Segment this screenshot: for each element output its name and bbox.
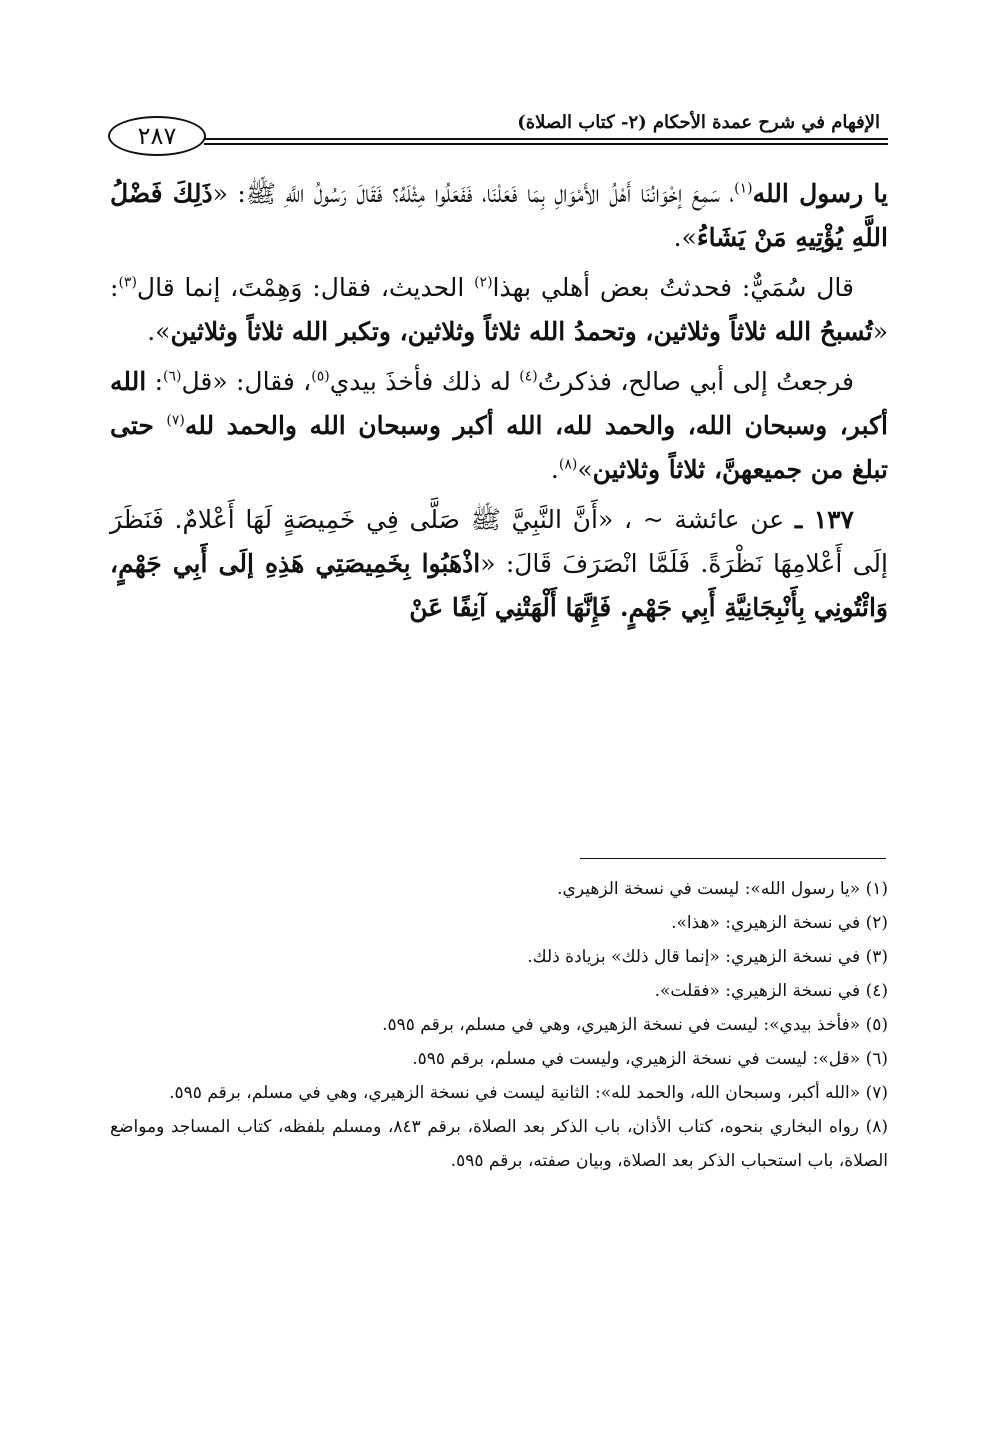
footnote-number: (٧) [865,1083,888,1103]
text-span: فَقَالَ رَسُولُ اللَّهِ ﷺ: « [212,179,383,208]
footnote-text: في نسخة الزهيري: «هذا». [671,913,861,933]
footnote-number: (٢) [865,913,888,933]
footnote-text: «فأخذ بيدي»: ليست في نسخة الزهيري، وهي في مسلم، برقم ٥٩٥. [382,1015,861,1035]
footnote-ref-1[interactable]: (١) [734,180,753,197]
text-span: له ذلك فأخذَ بيدي [329,367,520,396]
footnote-ref-5[interactable]: (٥) [311,368,330,385]
prophet-quote: ذَلِكَ فَضْلُ اللَّهِ يُؤْتِيهِ مَنْ يَشَاءُ [110,179,888,252]
footnote-ref-2[interactable]: (٢) [474,274,493,291]
footnote [110,872,888,906]
footnote-ref-7[interactable]: (٧) [166,412,185,429]
footnotes [110,872,888,1178]
page-number: ٢٨٧ [108,116,206,156]
footnote [110,940,888,974]
footnote-ref-3[interactable]: (٣) [118,274,137,291]
text-span: يا رسول الله [752,179,888,208]
footnote-text: في نسخة الزهيري: «إنما قال ذلك» بزيادة ذلك. [527,947,861,967]
footnote-ref-4[interactable]: (٤) [519,368,538,385]
footnote-number: (١) [865,879,888,899]
footnote-number: (٨) [865,1117,888,1137]
text-span: » [577,455,593,484]
footnote-ref-6[interactable]: (٦) [163,368,182,385]
footnote-number: (٤) [865,981,888,1001]
header-rule-bottom [204,143,888,145]
footnote [110,1042,888,1076]
dhikr-text: الله أكبر، وسبحان الله، والحمد لله، الله أكبر وسبحان الله والحمد لله [110,367,888,440]
text-span: عن عائشة ~ ، «أَنَّ النَّبِيَّ ﷺ صَلَّى فِي خَمِيصَةٍ لَهَا أَعْلامٌ. فَنَظَرَ إلَى أَعْلامِهَا نَظْرَةً. فَلَمَّا انْصَرَفَ قَالَ: « [110,505,888,578]
header-rule-top [204,138,888,140]
text-span: : [146,367,164,396]
text-span: فرجعتُ إلى أبي صالح، فذكرتُ [537,367,854,396]
text-span: الحديث، فقال: وَهِمْتَ، إنما قال [136,273,475,302]
text-span: ». [147,317,171,346]
text-span: . [550,455,559,484]
paragraph-3 [110,360,888,492]
prophet-quote: اذْهَبُوا بِخَمِيصَتِي هَذِهِ إلَى أَبِي جَهْمٍ، وَائْتُونِي بِأَنْبِجَانِيَّةِ أَبِي جَهْمٍ. فَإِنَّهَا أَلْهَتْنِي آنِفًا عَنْ [110,549,888,622]
footnote-ref-8[interactable]: (٨) [558,456,578,473]
text-span: : « [110,273,888,346]
footnote-text: في نسخة الزهيري: «فقلت». [654,981,861,1001]
text-span: قال سُمَيٌّ: فحدثتُ بعض أهلي بهذا [492,273,854,302]
page-header [108,112,888,158]
footnote [110,974,888,1008]
main-text [110,172,888,636]
paragraph-4 [110,498,888,630]
footnote-text: رواه البخاري بنحوه، كتاب الأذان، باب الذكر بعد الصلاة، برقم ٨٤٣، ومسلم بلفظه، كتاب المساجد ومواضع الصلاة، باب استحباب الذكر بعد الصلاة، وبيان صفته، برقم ٥٩٥. [110,1117,888,1171]
text-span: ». [673,223,697,252]
text-span: ، فقال: «قل [181,367,312,396]
footnote [110,1110,888,1178]
footnote-number: (٣) [865,947,888,967]
dhikr-text: تُسبحُ الله ثلاثاً وثلاثين، وتحمدُ الله ثلاثاً وثلاثين، وتكبر الله ثلاثاً وثلاثين [170,317,873,346]
hadith-number: ١٣٧ ـ [794,505,854,534]
paragraph-1 [110,172,888,260]
footnote-divider [580,858,886,859]
footnote-text: «يا رسول الله»: ليست في نسخة الزهيري. [557,879,861,899]
footnote [110,1076,888,1110]
footnote-number: (٥) [865,1015,888,1035]
dhikr-text: حتى تبلغ من جميعهنَّ، ثلاثاً وثلاثين [110,411,888,484]
footnote-text: «قل»: ليست في نسخة الزهيري، وليست في مسلم، برقم ٥٩٥. [412,1049,861,1069]
footnote-text: «الله أكبر، وسبحان الله، والحمد لله»: الثانية ليست في نسخة الزهيري، وهي في مسلم، برقم ٥٩٥. [169,1083,861,1103]
footnote-number: (٦) [865,1049,888,1069]
running-title: الإفهام في شرح عمدة الأحكام (٢- كتاب الصلاة) [517,112,880,133]
footnote [110,1008,888,1042]
paragraph-2 [110,266,888,354]
text-span: ، سَمِعَ إخْوَانُنَا أَهْلُ الأَمْوَالِ بِمَا فَعَلْنَا، فَفَعَلُوا مِثْلَهُ؟ [392,179,735,208]
footnote [110,906,888,940]
